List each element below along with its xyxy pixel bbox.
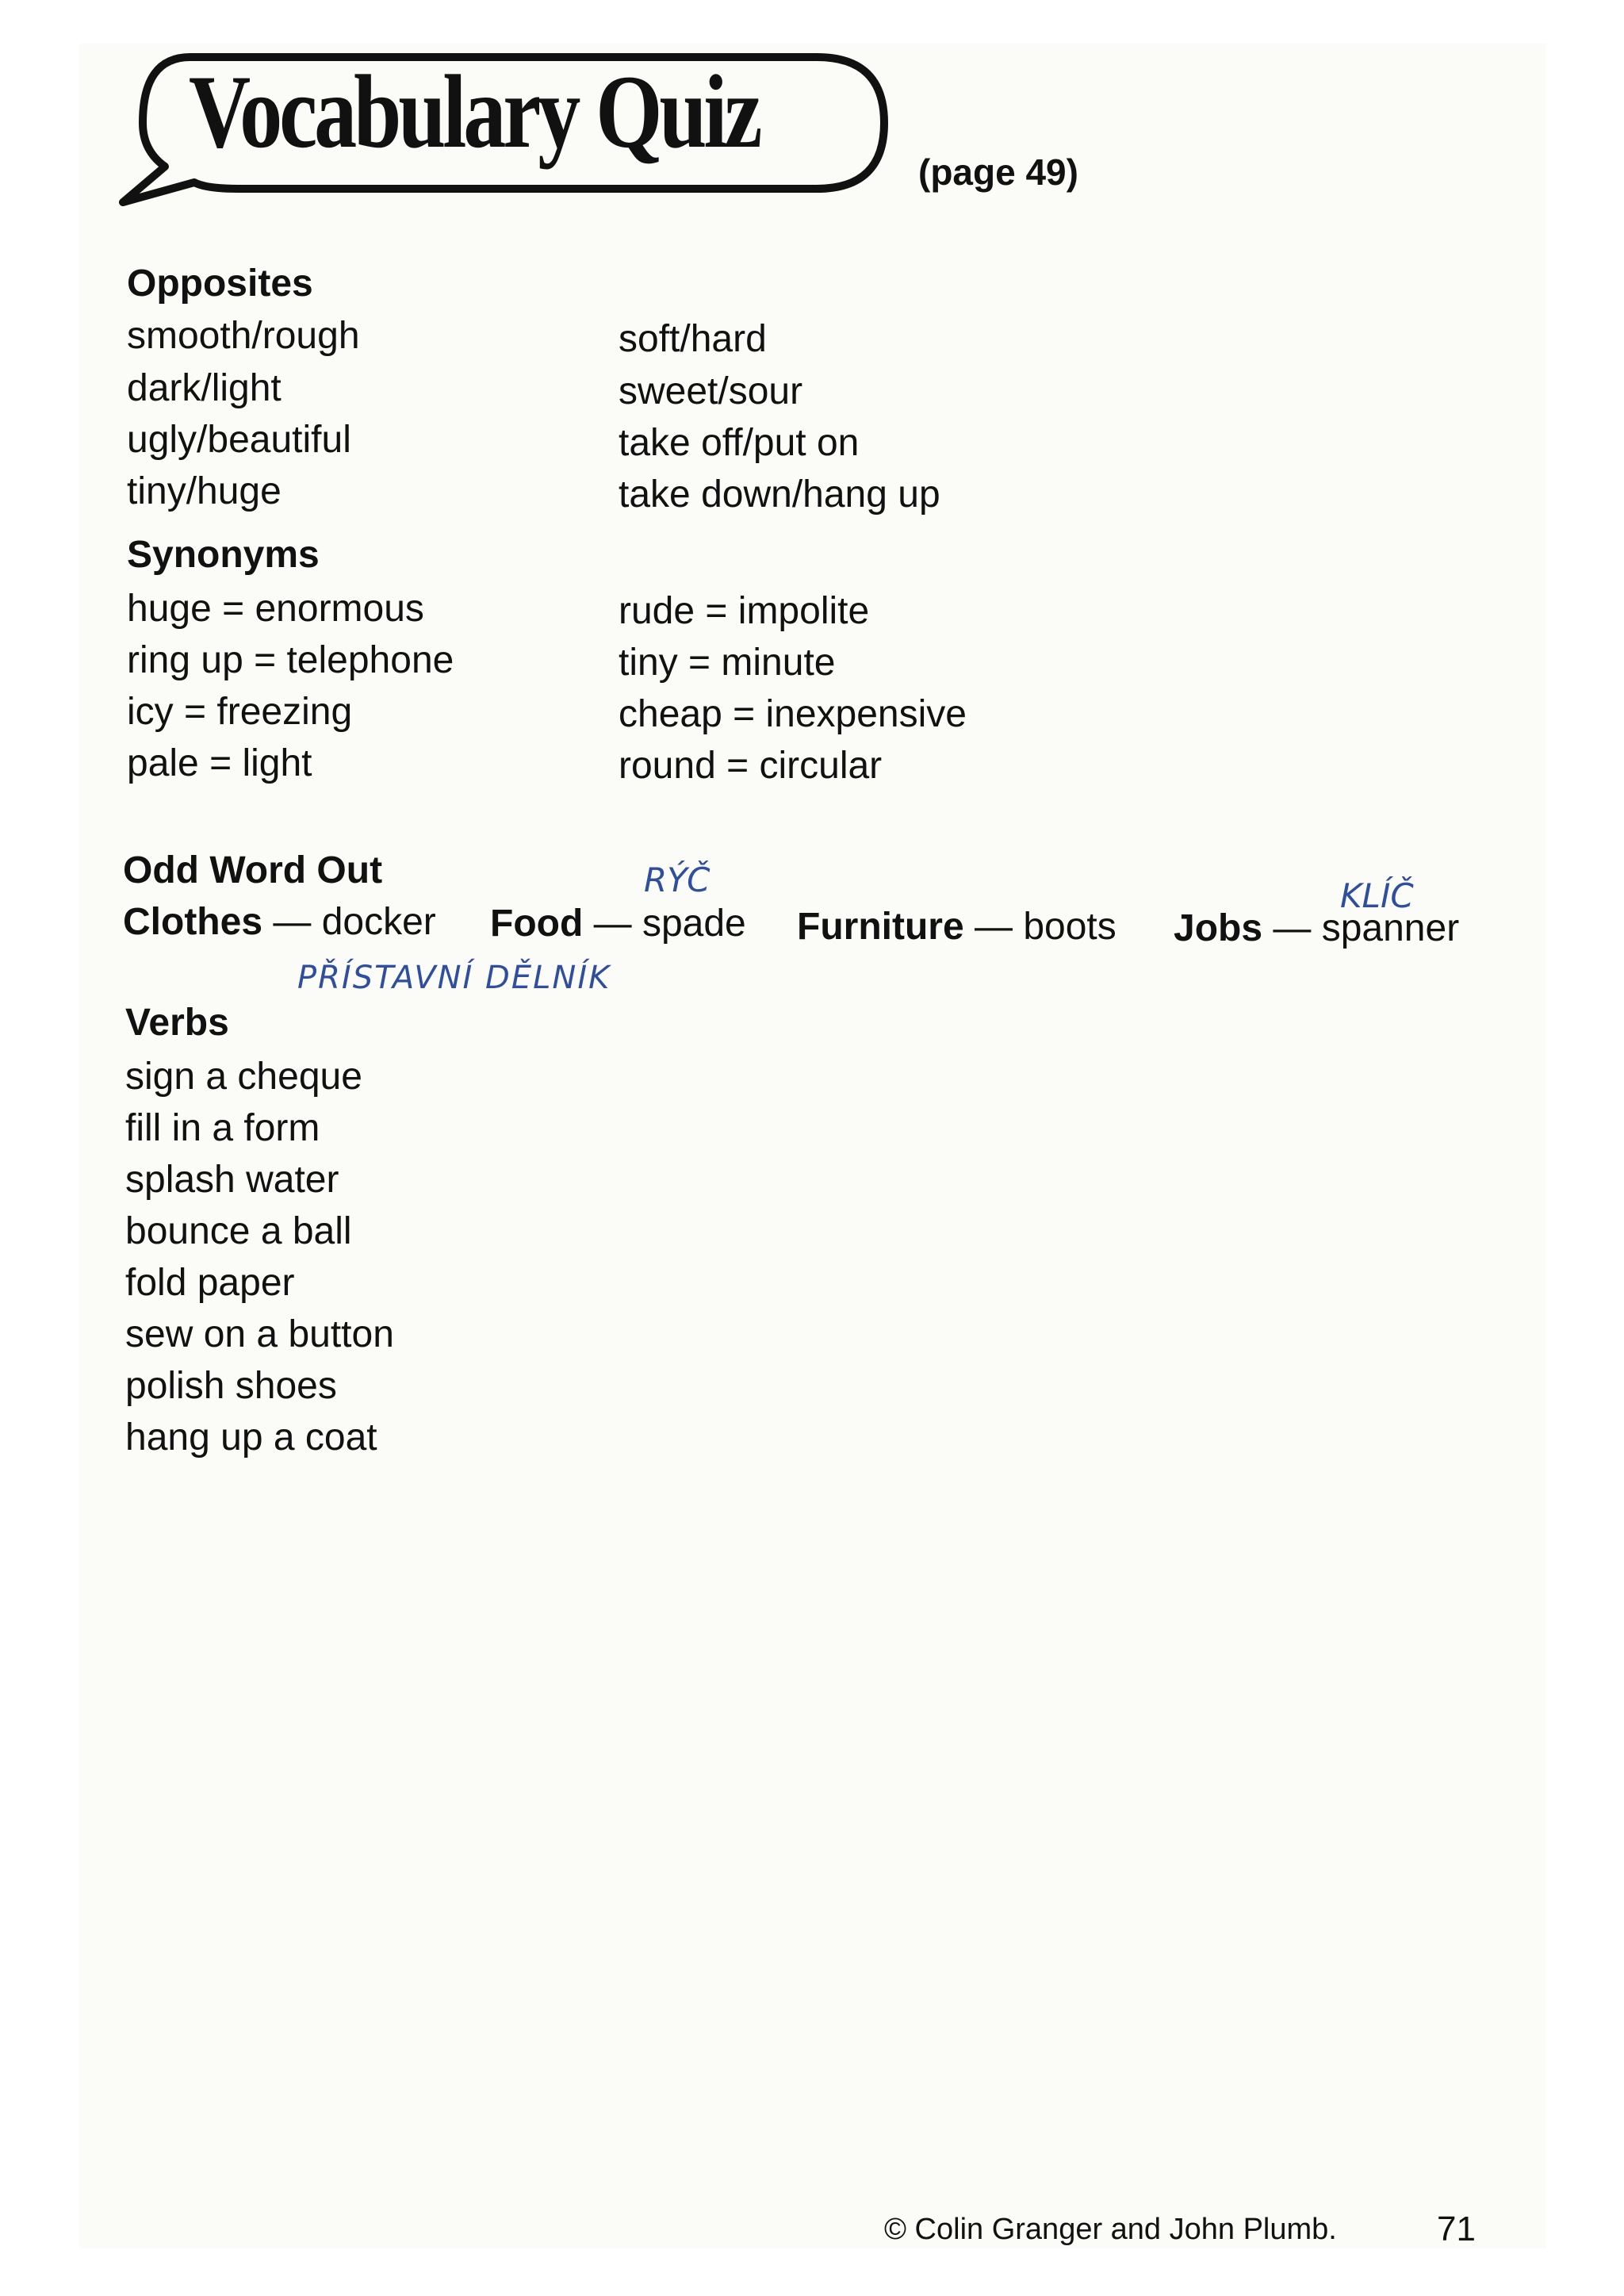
synonyms-left-item: huge = enormous [127,588,424,630]
synonyms-left-item: ring up = telephone [127,639,454,681]
handwritten-note-spanner: KLÍČ [1340,876,1414,915]
verbs-heading: Verbs [125,1002,229,1044]
synonyms-left-item: icy = freezing [127,691,353,733]
verb-item: fold paper [125,1262,295,1304]
synonyms-right-item: tiny = minute [619,642,836,684]
opposites-right-item: take down/hang up [619,473,940,516]
odd-word-group-food [490,902,746,945]
odd-word-group-furniture [797,905,1116,949]
opposites-heading: Opposites [127,263,313,305]
page-number: 71 [1437,2210,1476,2248]
odd-word: spade [642,903,746,945]
opposites-left-item: smooth/rough [127,315,360,357]
synonyms-heading: Synonyms [127,534,320,576]
category-label: Furniture [797,906,964,948]
page-title: Vocabulary Quiz [189,53,760,170]
odd-word: spanner [1321,907,1460,949]
verb-item: sew on a button [125,1313,394,1355]
synonyms-right-item: rude = impolite [619,590,870,632]
dash: — [975,906,1013,948]
copyright-notice: © Colin Granger and John Plumb. [884,2213,1337,2246]
opposites-right-item: take off/put on [619,422,860,464]
opposites-left-item: dark/light [127,367,282,409]
page-reference: (page 49) [918,151,1078,193]
synonyms-right-item: cheap = inexpensive [619,693,967,735]
synonyms-left-item: pale = light [127,742,312,784]
verb-item: sign a cheque [125,1056,362,1098]
dash: — [1273,907,1312,949]
handwritten-note-spade: RÝČ [644,861,710,899]
verb-item: fill in a form [125,1107,320,1149]
category-label: Jobs [1174,907,1263,949]
dash: — [593,903,632,945]
odd-word: docker [321,901,436,943]
odd-word-out-heading: Odd Word Out [123,849,383,891]
category-label: Clothes [123,901,263,943]
opposites-right-item: sweet/sour [619,370,803,412]
opposites-left-item: tiny/huge [127,470,282,512]
verb-item: polish shoes [125,1365,337,1407]
verb-item: hang up a coat [125,1416,377,1458]
odd-word: boots [1023,906,1116,948]
opposites-left-item: ugly/beautiful [127,419,351,461]
odd-word-group-clothes [123,900,436,944]
verb-item: bounce a ball [125,1210,352,1252]
synonyms-right-item: round = circular [619,745,883,787]
verb-item: splash water [125,1159,339,1201]
odd-word-group-jobs [1174,907,1459,950]
category-label: Food [490,903,584,945]
dash: — [273,901,312,943]
handwritten-note-docker: PŘÍSTAVNÍ DĚLNÍK [297,960,611,996]
opposites-right-item: soft/hard [619,318,767,360]
